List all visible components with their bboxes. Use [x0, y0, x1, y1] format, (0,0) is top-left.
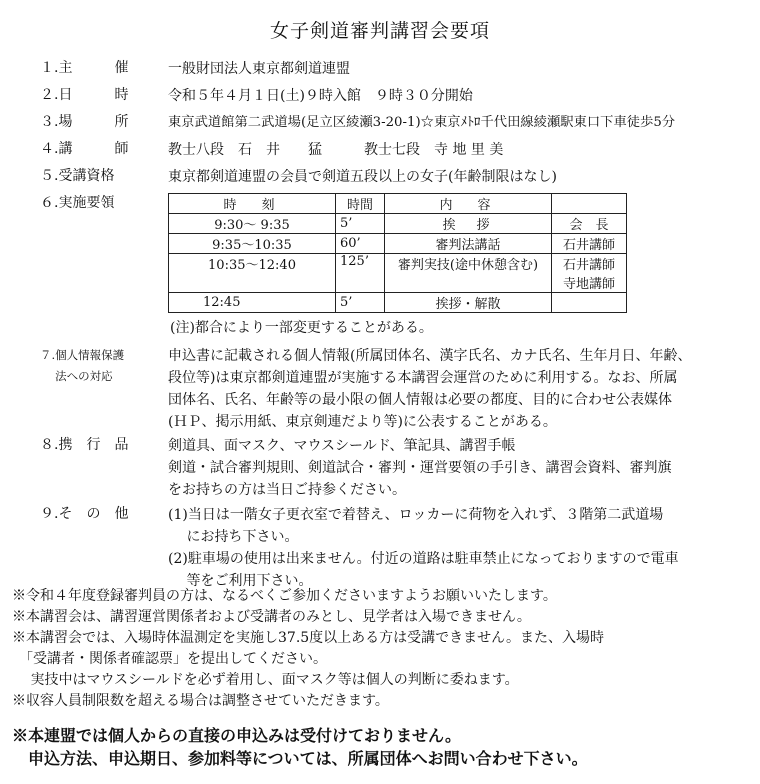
section-label: １.主 催	[40, 60, 129, 76]
cell-content: 審判法講話	[385, 234, 552, 254]
cell-time: 10:35～12:40	[169, 254, 336, 293]
person-name: 石井講師	[562, 258, 615, 273]
note-line: ※令和４年度登録審判員の方は、なるべくご参加くださいますようお願いいたします。	[12, 588, 557, 604]
section-text: 申込書に記載される個人情報(所属団体名、漢字氏名、カナ氏名、生年月日、年齢、	[168, 348, 692, 364]
note-line: ※本講習会は、講習運営関係者および受講者のみとし、見学者は入場できません。	[12, 609, 531, 625]
section-label: ６.実施要領	[40, 195, 115, 211]
note-line: 実技中はマウスシールドを必ず着用し、面マスク等は個人の判断に委ねます。	[12, 672, 519, 688]
schedule-table	[168, 193, 627, 313]
section-text: 令和５年４月１日(土)９時入館 ９時３０分開始	[168, 88, 473, 104]
header-person	[552, 194, 627, 214]
cell-duration: 5’	[336, 293, 385, 313]
document-title: 女子剣道審判講習会要項	[269, 20, 490, 42]
cell-person: 会 長	[552, 214, 627, 234]
section-other	[40, 504, 746, 596]
cell-duration: 60’	[336, 234, 385, 254]
schedule-note: (注)都合により一部変更することがある。	[170, 320, 433, 336]
footer-line: 申込方法、申込期日、参加料等については、所属団体へお問い合わせ下さい。	[12, 749, 588, 768]
cell-person	[552, 254, 627, 293]
cell-time: 12:45	[169, 293, 336, 313]
cell-content: 審判実技(途中休憩含む)	[385, 254, 552, 293]
cell-person: 石井講師	[552, 234, 627, 254]
section-text: 剣道・試合審判規則、剣道試合・審判・運営要領の手引き、講習会資料、審判旗	[168, 460, 672, 476]
section-text: をお持ちの方は当日ご持参ください。	[168, 482, 406, 498]
section-items	[40, 435, 746, 505]
section-text: 教士八段 石 井 猛 教士七段 寺 地 里 美	[168, 142, 504, 158]
notes-block	[12, 586, 750, 712]
table-row	[169, 234, 627, 254]
section-text: 一般財団法人東京都剣道連盟	[168, 61, 350, 77]
section-label: ４.講 師	[40, 141, 129, 157]
table-row	[169, 293, 627, 313]
section-schedule	[40, 193, 746, 343]
cell-time: 9:35～10:35	[169, 234, 336, 254]
note-line: 「受講者・関係者確認票」を提出してください。	[12, 651, 327, 667]
section-text: (2)駐車場の使用は出来ません。付近の道路は駐車禁止になっておりますので電車	[168, 551, 679, 567]
section-text: 剣道具、面マスク、マウスシールド、筆記具、講習手帳	[168, 438, 516, 454]
footer-line: ※本連盟では個人からの直接の申込みは受付けておりません。	[12, 726, 461, 745]
table-row	[169, 254, 627, 293]
cell-duration: 125’	[336, 254, 385, 293]
header-content: 内 容	[385, 194, 552, 214]
section-label: ５.受講資格	[40, 168, 115, 184]
section-text: 団体名、氏名、年齢等の最小限の個人情報は必要の都度、目的に合わせ公表媒体	[168, 392, 672, 408]
section-text: (ＨＰ、掲示用紙、東京剣連だより等)に公表することがある。	[168, 414, 557, 430]
table-row	[169, 214, 627, 234]
cell-content: 挨拶・解散	[385, 293, 552, 313]
person-name: 寺地講師	[562, 277, 615, 292]
cell-duration: 5’	[336, 214, 385, 234]
section-text: 等をご利用下さい。	[168, 573, 313, 589]
section-text: 東京武道館第二武道場(足立区綾瀬3-20-1)☆東京ﾒﾄﾛ千代田線綾瀬駅東口下車徒歩5分	[168, 115, 676, 130]
footer-block	[12, 724, 750, 770]
section-privacy	[40, 345, 746, 437]
section-label: ３.場 所	[40, 114, 129, 130]
section-label: ７.個人情報保護 法への対応	[40, 348, 125, 383]
section-label: ８.携 行 品	[40, 437, 129, 453]
cell-time: 9:30～ 9:35	[169, 214, 336, 234]
table-header-row	[169, 194, 627, 214]
note-line: ※収容人員制限数を超える場合は調整させていただきます。	[12, 693, 389, 709]
section-label: ２.日 時	[40, 87, 129, 103]
section-label: ９.そ の 他	[40, 506, 129, 522]
cell-person	[552, 293, 627, 313]
section-text: 段位等)は東京都剣道連盟が実施する本講習会運営のために利用する。なお、所属	[168, 370, 678, 386]
section-text: (1)当日は一階女子更衣室で着替え、ロッカーに荷物を入れず、３階第二武道場	[168, 507, 664, 523]
cell-content: 挨 拶	[385, 214, 552, 234]
header-time: 時 刻	[169, 194, 336, 214]
note-line: ※本講習会では、入場時体温測定を実施し37.5度以上ある方は受講できません。また、入場時	[12, 630, 605, 646]
header-duration: 時間	[336, 194, 385, 214]
section-text: 東京都剣道連盟の会員で剣道五段以上の女子(年齢制限はなし)	[168, 169, 557, 185]
section-text: にお持ち下さい。	[168, 529, 299, 545]
